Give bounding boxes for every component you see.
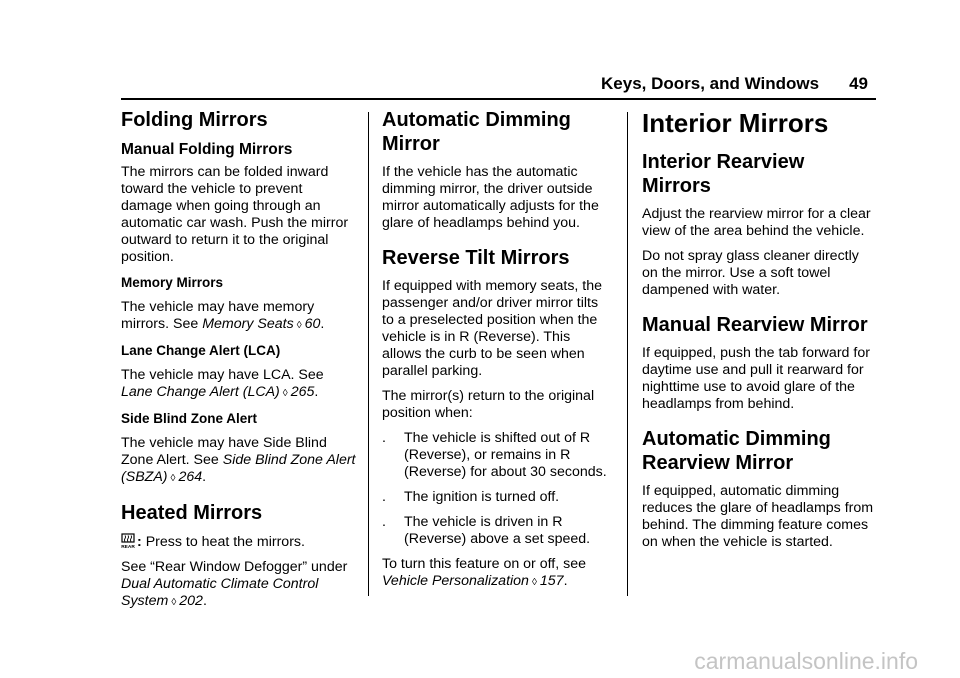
watermark: carmanualsonline.info: [694, 648, 918, 674]
page-ref-icon: ◊: [296, 320, 302, 331]
memory-seats-link[interactable]: Memory Seats: [202, 316, 294, 332]
folding-paragraph: The mirrors can be folded inward toward the vehicle to prevent damage when going through an automatic car wash. Push the mirror outward to return it to the original position.: [121, 164, 349, 265]
return-paragraph: The mirror(s) return to the original position when:: [382, 388, 595, 421]
vehicle-personalization-link[interactable]: Vehicle Personalization: [382, 573, 529, 589]
manual-rearview-paragraph: If equipped, push the tab forward for daytime use and pull it rearward for nighttime use to avoid glare of the headlamps from behind.: [642, 345, 870, 412]
rear-defog-icon: [121, 533, 135, 549]
heading-automatic-dimming-mirror: Automatic Dimming Mirror: [382, 109, 571, 155]
sbza-paragraph: The vehicle may have Side Blind Zone Alert. See Side Blind Zone Alert (SBZA) ◊ 264.: [121, 435, 356, 485]
bullet-marker: .: [382, 430, 386, 446]
climate-control-link[interactable]: Dual Automatic Climate Control System: [121, 576, 319, 609]
section-title: Keys, Doors, and Windows: [601, 74, 820, 93]
page-ref-icon: ◊: [171, 597, 177, 608]
page-ref-icon: ◊: [170, 473, 176, 484]
reverse-tilt-paragraph: If equipped with memory seats, the passenger and/or driver mirror tilts to a preselected position when the vehicle is in R (Reverse). This allows the curb to be seen when parallel parking.: [382, 278, 603, 379]
subheading-memory-mirrors: Memory Mirrors: [121, 275, 224, 290]
bullet-marker: .: [382, 489, 386, 505]
page-ref-icon: ◊: [282, 388, 288, 399]
lca-page[interactable]: 265: [290, 384, 315, 400]
turn-on-off-paragraph: To turn this feature on or off, see Vehicle Personalization ◊ 157.: [382, 556, 586, 589]
heading-manual-folding-mirrors: Manual Folding Mirrors: [121, 141, 293, 158]
heated-paragraph: REAR : Press to heat the mirrors.: [121, 534, 305, 550]
column-2: [382, 108, 608, 599]
lca-link[interactable]: Lane Change Alert (LCA): [121, 384, 280, 400]
heading-reverse-tilt-mirrors: Reverse Tilt Mirrors: [382, 247, 570, 269]
lca-paragraph: The vehicle may have LCA. See Lane Change Alert (LCA) ◊ 265.: [121, 367, 324, 400]
vehicle-personalization-page[interactable]: 157: [539, 573, 564, 589]
running-header: [601, 74, 868, 94]
heading-heated-mirrors: Heated Mirrors: [121, 502, 263, 524]
column-3: [642, 108, 878, 559]
spray-paragraph: Do not spray glass cleaner directly on the mirror. Use a soft towel dampened with water.: [642, 248, 859, 298]
heading-interior-mirrors: Interior Mirrors: [642, 108, 829, 138]
sbza-page[interactable]: 264: [178, 469, 203, 485]
column-divider-2: [627, 112, 628, 596]
auto-dim-paragraph: If the vehicle has the automatic dimming mirror, the driver outside mirror automatically adjusts for the glare of headlamps behind you.: [382, 164, 599, 231]
subheading-lca: Lane Change Alert (LCA): [121, 343, 281, 358]
column-1: [121, 108, 357, 619]
list-item: . The vehicle is driven in R (Reverse) above a set speed.: [382, 514, 591, 547]
column-divider-1: [368, 112, 369, 596]
list-item: . The ignition is turned off.: [382, 489, 560, 505]
page-ref-icon: ◊: [531, 577, 537, 588]
page-number: 49: [849, 74, 868, 93]
heading-interior-rearview-mirrors: Interior Rearview Mirrors: [642, 151, 805, 197]
sbza-link[interactable]: Side Blind Zone Alert (SBZA): [121, 452, 356, 485]
svg-text:REAR: REAR: [121, 545, 135, 549]
memory-seats-page[interactable]: 60: [304, 316, 321, 332]
adjust-paragraph: Adjust the rearview mirror for a clear view of the area behind the vehicle.: [642, 206, 871, 239]
heading-automatic-dimming-rearview-mirror: Automatic Dimming Rearview Mirror: [642, 428, 831, 474]
memory-paragraph: The vehicle may have memory mirrors. See Memory Seats ◊ 60.: [121, 299, 325, 332]
auto-rearview-paragraph: If equipped, automatic dimming reduces the glare of headlamps from behind. The dimming feature comes on when the vehicle is started.: [642, 483, 874, 550]
header-rule: [121, 98, 876, 100]
heading-manual-rearview-mirror: Manual Rearview Mirror: [642, 314, 868, 336]
subheading-side-blind-zone: Side Blind Zone Alert: [121, 411, 258, 426]
bullet-marker: .: [382, 514, 386, 530]
defogger-paragraph: See “Rear Window Defogger” under Dual Automatic Climate Control System ◊ 202.: [121, 559, 348, 609]
list-item: . The vehicle is shifted out of R (Reverse), or remains in R (Reverse) for about 30 seconds.: [382, 430, 607, 480]
climate-control-page[interactable]: 202: [179, 593, 203, 609]
heading-folding-mirrors: Folding Mirrors: [121, 109, 268, 131]
